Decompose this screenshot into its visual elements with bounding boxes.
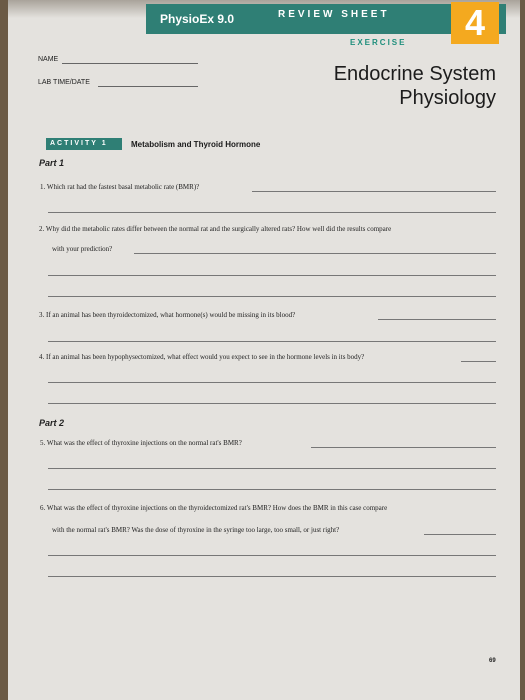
activity-title: Metabolism and Thyroid Hormone (131, 140, 261, 149)
question-3: 3. If an animal has been thyroidectomized, what hormone(s) would be missing in its blood? (39, 311, 296, 319)
answer-line[interactable] (48, 403, 496, 404)
answer-line[interactable] (48, 212, 496, 213)
part-1-heading: Part 1 (39, 158, 65, 168)
answer-line[interactable] (252, 191, 496, 192)
name-label: NAME (38, 56, 59, 63)
answer-line[interactable] (48, 341, 496, 342)
question-2: 2. Why did the metabolic rates differ between the normal rat and the surgically altered rats? How well did the results compare (39, 225, 392, 233)
question-2-continued: with your prediction? (52, 245, 113, 253)
answer-line[interactable] (48, 382, 496, 383)
answer-line[interactable] (48, 296, 496, 297)
answer-line[interactable] (134, 253, 496, 254)
question-6-continued: with the normal rat's BMR? Was the dose of thyroxine in the syringe too large, too small, or just right? (52, 526, 340, 534)
answer-line[interactable] (311, 447, 496, 448)
lab-time-date-field[interactable] (98, 86, 198, 87)
page-title (308, 62, 496, 110)
question-4: 4. If an animal has been hypophysectomized, what effect would you expect to see in the hormone levels in its body? (39, 353, 365, 361)
lab-time-date-label: LAB TIME/DATE (38, 79, 90, 86)
page-title-line-2: Physiology (399, 87, 496, 109)
part-2-heading: Part 2 (39, 418, 65, 428)
answer-line[interactable] (48, 468, 496, 469)
page-title-line-1: Endocrine System (333, 63, 496, 85)
question-6: 6. What was the effect of thyroxine injections on the thyroidectomized rat's BMR? How does the BMR in this case compare (40, 504, 388, 512)
answer-line[interactable] (378, 319, 496, 320)
name-field[interactable] (62, 63, 198, 64)
brand-label: PhysioEx 9.0 (160, 12, 235, 26)
exercise-number-badge: 4 (451, 2, 499, 44)
worksheet-page (8, 0, 520, 700)
question-1: 1. Which rat had the fastest basal metabolic rate (BMR)? (40, 183, 200, 191)
answer-line[interactable] (424, 534, 496, 535)
answer-line[interactable] (48, 555, 496, 556)
review-sheet-title: REVIEW SHEET (278, 9, 390, 20)
question-5: 5. What was the effect of thyroxine injections on the normal rat's BMR? (40, 439, 242, 447)
answer-line[interactable] (48, 576, 496, 577)
answer-line[interactable] (48, 275, 496, 276)
exercise-label: EXERCISE (350, 38, 407, 47)
answer-line[interactable] (461, 361, 496, 362)
answer-line[interactable] (48, 489, 496, 490)
page-number: 69 (489, 658, 496, 664)
activity-badge: ACTIVITY 1 (46, 138, 122, 150)
